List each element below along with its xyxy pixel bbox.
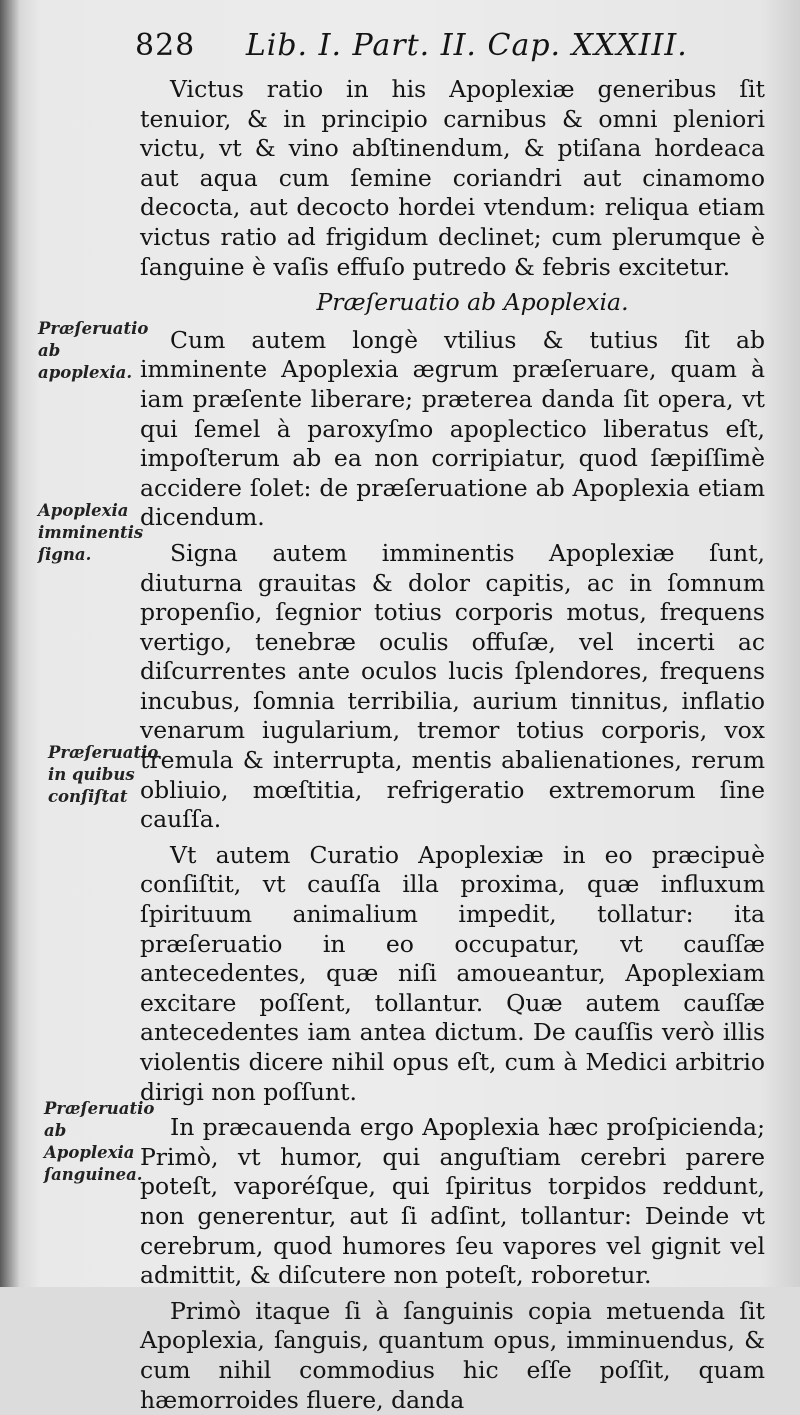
running-header xyxy=(135,28,735,63)
paragraph: Primò itaque ſi à ſanguinis copia metuenda ſit Apoplexia, ſanguis, quantum opus, imminuendus, & cum nihil commodius hic eſſe poſſit, quam hæmorroides fluere, danda xyxy=(140,1296,765,1414)
paragraph: Vt autem Curatio Apoplexiæ in eo præcipuè conſiſtit, vt cauſſa illa proxima, quæ influxum ſpirituum animalium impedit, tollatur: ita præſeruatio in eo occupatur, vt cauſſæ antecedentes, quæ niſi amoueantur, Apoplexiam excitare poſſent, tollantur. Quæ autem cauſſæ antecedentes iam antea dictum. De cauſſis verò illis violentis dicere nihil opus eſt, cum à Medici arbitrio dirigi non poſſunt. xyxy=(140,840,765,1106)
margin-note: Præſeruatio ab Apoplexia ſanguinea. xyxy=(44,1099,155,1184)
main-text xyxy=(140,75,765,1415)
paragraph: Signa autem imminentis Apoplexiæ ſunt, diuturna grauitas & dolor capitis, ac in ſomnum propenſio, ſegnior totius corporis motus, frequens vertigo, tenebræ oculis offuſæ, vel incerti ac diſcurrentes ante oculos lucis ſplendores, frequens incubus, ſomnia terribilia, aurium tinnitus, inflatio venarum iugularium, tremor totius corporis, vox tremula & interrupta, mentis abalienationes, rerum obliuio, mœſtitia, refrigeratio extremorum ſine cauſſa. xyxy=(140,538,765,834)
margin-note: Apoplexia imminentis ſigna. xyxy=(38,501,144,564)
section-subheading: Præſeruatio ab Apoplexia. xyxy=(316,288,629,317)
paragraph: Cum autem longè vtilius & tutius ſit ab imminente Apoplexia ægrum præſeruare, quam à iam præſente liberare; præterea danda ſit opera, vt qui ſemel à paroxyſmo apoplectico liberatus eſt, impoſterum ab ea non corripiatur, quod ſæpiſſimè accidere ſolet: de præſeruatione ab Apoplexia etiam dicendum. xyxy=(140,325,765,532)
chapter-reference: Lib. I. Part. II. Cap. XXXIII. xyxy=(245,28,688,63)
page-number: 828 xyxy=(135,28,196,63)
margin-note: Præſeruatio in quibus conſiſtat xyxy=(48,743,159,806)
paragraph: In præcauenda ergo Apoplexia hæc proſpicienda; Primò, vt humor, qui anguſtiam cerebri parere poteſt, vaporéſque, qui ſpiritus torpidos reddunt, non generentur, aut ſi adſint, tollantur: Deinde vt cerebrum, quod humores ſeu vapores vel gignit vel admittit, & diſcutere non poteſt, roboretur. xyxy=(140,1113,765,1290)
paragraph: Victus ratio in his Apoplexiæ generibus ſit tenuior, & in principio carnibus & omni pleniori victu, vt & vino abſtinendum, & ptiſana hordeaca aut aqua cum ſemine coriandri aut cinamomo decocta, aut decocto hordei vtendum: reliqua etiam victus ratio ad frigidum declinet; cum plerumque è ſanguine è vaſis effuſo putredo & febris excitetur. xyxy=(140,75,765,281)
margin-note: Præſeruatio ab apoplexia. xyxy=(38,319,149,382)
